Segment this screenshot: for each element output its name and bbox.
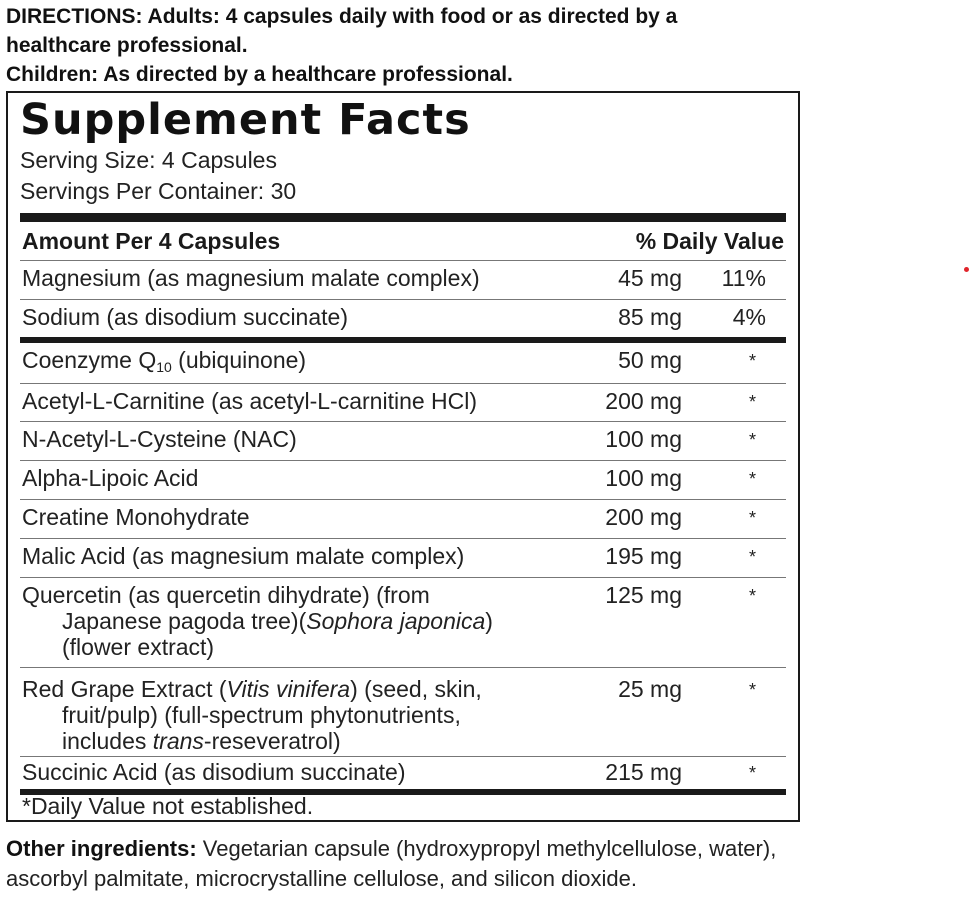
nutrient-amount: 215 mg bbox=[605, 759, 682, 785]
table-row bbox=[20, 300, 786, 337]
servings-per-container: Servings Per Container: 30 bbox=[20, 178, 297, 204]
nutrient-dv: 11% bbox=[721, 265, 766, 291]
thick-divider bbox=[20, 213, 786, 222]
other-ingredients-text-2: ascorbyl palmitate, microcrystalline cellulose, and silicon dioxide. bbox=[6, 866, 637, 891]
other-ingredients bbox=[6, 834, 836, 894]
table-row bbox=[20, 539, 786, 578]
footnote: *Daily Value not established. bbox=[22, 793, 314, 819]
table-row bbox=[20, 261, 786, 300]
nutrient-amount: 200 mg bbox=[605, 388, 682, 414]
nutrient-name: Sodium (as disodium succinate) bbox=[22, 304, 348, 330]
nutrient-dv: * bbox=[748, 763, 756, 783]
nutrient-name: Coenzyme $Q_{10}$ (ubiquinone) bbox=[22, 347, 307, 375]
nutrient-name: Creatine Monohydrate bbox=[22, 504, 250, 530]
table-row bbox=[20, 578, 786, 668]
table-row bbox=[20, 500, 786, 539]
nutrient-dv: * bbox=[748, 469, 756, 489]
nutrient-amount: 195 mg bbox=[605, 543, 682, 569]
nutrient-dv: * bbox=[748, 586, 756, 606]
nutrient-name: Succinic Acid (as disodium succinate) bbox=[22, 759, 406, 785]
nutrient-amount: 100 mg bbox=[605, 426, 682, 452]
nutrient-name: Alpha-Lipoic Acid bbox=[22, 465, 199, 491]
panel-title: Supplement Facts bbox=[20, 95, 471, 145]
nutrient-amount: 100 mg bbox=[605, 465, 682, 491]
header-amount-per: Amount Per 4 Capsules bbox=[22, 228, 281, 254]
other-ingredients-label: Other ingredients: bbox=[6, 836, 197, 861]
nutrient-dv: * bbox=[748, 430, 756, 450]
nutrient-name: Red Grape Extract (Vitis vinifera) (seed, skin, fruit/pulp) (full-spectrum phytonutrients, includes trans-reseveratrol) bbox=[22, 676, 482, 754]
table-row bbox=[20, 422, 786, 461]
nutrient-amount: 45 mg bbox=[618, 265, 682, 291]
directions-line-1: DIRECTIONS: Adults: 4 capsules daily with food or as directed by a bbox=[6, 5, 678, 28]
red-dot-marker bbox=[964, 267, 969, 272]
table-row bbox=[20, 461, 786, 500]
nutrient-dv: * bbox=[748, 680, 756, 700]
nutrient-name: Quercetin (as quercetin dihydrate) (from Japanese pagoda tree)(Sophora japonica) (flower extract) bbox=[22, 582, 493, 660]
table-row bbox=[20, 384, 786, 422]
nutrient-name: Magnesium (as magnesium malate complex) bbox=[22, 265, 480, 291]
nutrient-amount: 85 mg bbox=[618, 304, 682, 330]
nutrient-dv: * bbox=[748, 392, 756, 412]
nutrient-amount: 125 mg bbox=[605, 582, 682, 608]
other-ingredients-text-1: Vegetarian capsule (hydroxypropyl methylcellulose, water), bbox=[196, 836, 777, 861]
nutrient-dv: * bbox=[748, 351, 756, 371]
nutrient-name: N-Acetyl-L-Cysteine (NAC) bbox=[22, 426, 297, 452]
table-row bbox=[20, 757, 786, 789]
nutrient-dv: * bbox=[748, 547, 756, 567]
nutrient-name: Malic Acid (as magnesium malate complex) bbox=[22, 543, 465, 569]
table-row bbox=[20, 668, 786, 757]
table-row bbox=[20, 343, 786, 384]
header-daily-value: % Daily Value bbox=[635, 228, 784, 254]
directions-text bbox=[6, 2, 826, 89]
nutrient-dv: * bbox=[748, 508, 756, 528]
nutrient-dv: 4% bbox=[732, 304, 766, 330]
nutrient-amount: 25 mg bbox=[618, 676, 682, 702]
supplement-facts-panel bbox=[6, 91, 800, 822]
serving-size: Serving Size: 4 Capsules bbox=[20, 147, 277, 173]
nutrient-amount: 200 mg bbox=[605, 504, 682, 530]
directions-line-2: healthcare professional. bbox=[6, 34, 248, 57]
nutrient-amount: 50 mg bbox=[618, 347, 682, 373]
table-header bbox=[20, 222, 786, 261]
nutrient-name: Acetyl-L-Carnitine (as acetyl-L-carnitine HCl) bbox=[22, 388, 478, 414]
directions-line-3: Children: As directed by a healthcare professional. bbox=[6, 63, 513, 86]
